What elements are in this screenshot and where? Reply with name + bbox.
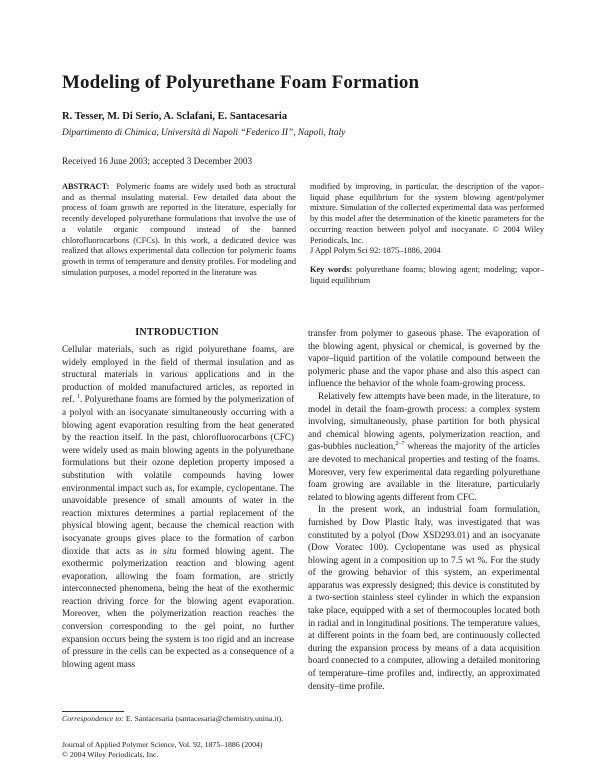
footnote-text: E. Santacesaria (santacesaria@chemistry.unina.it). <box>125 714 284 723</box>
body-column-left <box>62 343 294 670</box>
abstract-citation: J Appl Polym Sci 92: 1875–1886, 2004 <box>310 246 441 256</box>
abstract-left-column <box>62 182 296 278</box>
intro-paragraph: transfer from polymer to gaseous phase. The evaporation of the blowing agent, physical or chemical, is governed by the vapor–liquid partition of the volatile compound between the polymeric phase and the vapor phase and also this aspect can influence the behavior of the whole foam-growing process. <box>308 328 540 389</box>
affiliation: Dipartimento di Chimica, Università di Napoli “Federico II”, Napoli, Italy <box>62 128 346 138</box>
intro-text: Cellular materials, such as rigid polyurethane foams, are widely employed in the field of thermal insulation and as structural materials in various applications and in the production of molded manufactured articles, as reported in ref. <box>62 344 294 405</box>
abstract-label: ABSTRACT: <box>62 182 110 191</box>
abstract-right-column <box>310 182 544 286</box>
keywords <box>310 265 544 286</box>
italic-term: in situ <box>149 545 177 556</box>
abstract-text-right: modified by improving, in particular, the description of the vapor–liquid phase equilibrium for the system blowing agent/polymer mixture. Simulation of the collected experimental data was performed by this model after the determination of the kinetic parameters for the occurring reaction between polyol and isocyanate. © 2004 Wiley Periodicals, Inc. <box>310 182 544 245</box>
intro-paragraph <box>308 390 540 503</box>
journal-copyright: © 2004 Wiley Periodicals, Inc. <box>62 749 159 759</box>
journal-info <box>62 740 322 759</box>
intro-text: formed blowing agent. The exothermic polymerization reaction and blowing agent evaporation, allowing the foam formation, are strictly interconnected phenomena, being the heat of the exothermic reaction driving force for the blowing agent evaporation. Moreover, when the polymerization reaction reaches the conversion corresponding to the gel point, no further expansion occurs being the system is too rigid and an increase of pressure in the cells can be expected as a consequence of a blowing agent mass <box>62 545 295 669</box>
paper-title: Modeling of Polyurethane Foam Formation <box>62 72 420 93</box>
footnote-divider <box>62 711 124 712</box>
section-heading-introduction: INTRODUCTION <box>135 327 219 338</box>
intro-paragraph: In the present work, an industrial foam formulation, furnished by Dow Plastic Italy, was investigated that was constituted by a polyol (Dow XSD293.01) and an isocyanate (Dow Voratec 100). Cyclopentane was used as physical blowing agent in a composition up to 7.5 wt %. For the study of the growing behavior of this system, an experimental apparatus was expressly designed; this device is constituted by a two-section stainless steel cylinder in which the expansion take place, equipped with a set of thermocouples located both in radial and in longitudinal positions. The temperature values, at different points in the foam bed, are continuously collected during the expansion process by means of a data acquisition board connected to a computer, allowing a detailed monitoring of temperature–time profiles and, indirectly, an approximated density–time profile. <box>308 504 540 691</box>
correspondence-footnote <box>62 714 294 724</box>
intro-paragraph <box>62 343 294 670</box>
intro-text: Relatively few attempts have been made, in the literature, to model in detail the foam-growth process: a complex system involving, simultaneously, phase partition for both physical and chemical blowing agents, polymerization reaction, and gas-bubbles nucleation, <box>308 390 540 452</box>
footnote-label: Correspondence to: <box>62 714 124 723</box>
intro-text: . Polyurethane foams are formed by the polymerization of a polyol with an isocyanate simultaneously occurring with a blowing agent evaporation resulting from the heat generated by the reaction itself. In the past, chlorofluorocarbons (CFC) were widely used as main blowing agents in the polyurethane formulations but their ozone depletion property imposed a substitution with volatile compounds having lower environmental impact such as, for example, cyclopentane. The unavoidable presence of small amounts of water in the reaction mixtures determines a partial replacement of the physical blowing agent, because the chemical reaction with isocyanate groups gives place to the formation of carbon dioxide that acts as <box>62 394 295 556</box>
keywords-label: Key words: <box>310 264 353 274</box>
intro-text: whereas the majority of the articles are devoted to mechanical properties and testing of the foams. Moreover, very few experimental data regarding polyurethane foam growing are available in the literature, particularly related to blowing agents different from CFC. <box>308 441 541 502</box>
keywords-text: polyurethane foams; blowing agent; modeling; vapor–liquid equilibrium <box>310 264 544 285</box>
received-dates: Received 16 June 2003; accepted 3 December 2003 <box>62 156 253 166</box>
reference-marker: 2–7 <box>395 441 405 448</box>
body-column-right <box>308 327 540 692</box>
author-list: R. Tesser, M. Di Serio, A. Sclafani, E. Santacesaria <box>62 111 288 122</box>
journal-citation: Journal of Applied Polymer Science, Vol. 92, 1875–1886 (2004) <box>62 740 263 749</box>
abstract-text-left: Polymeric foams are widely used both as structural and as thermal insulating material. Few detailed data about the process of foam growth are reported in the literature, especially for recently developed polyurethane formulations that involve the use of a volatile organic compound instead of the banned chlorofluorocarbons (CFCs). In this work, a dedicated device was realized that allows experimental data collection for polymeric foams growth in terms of temperature and density profiles. For modeling and simulation purposes, a model reported in the literature was <box>62 182 296 277</box>
reference-marker: 1 <box>76 394 80 401</box>
